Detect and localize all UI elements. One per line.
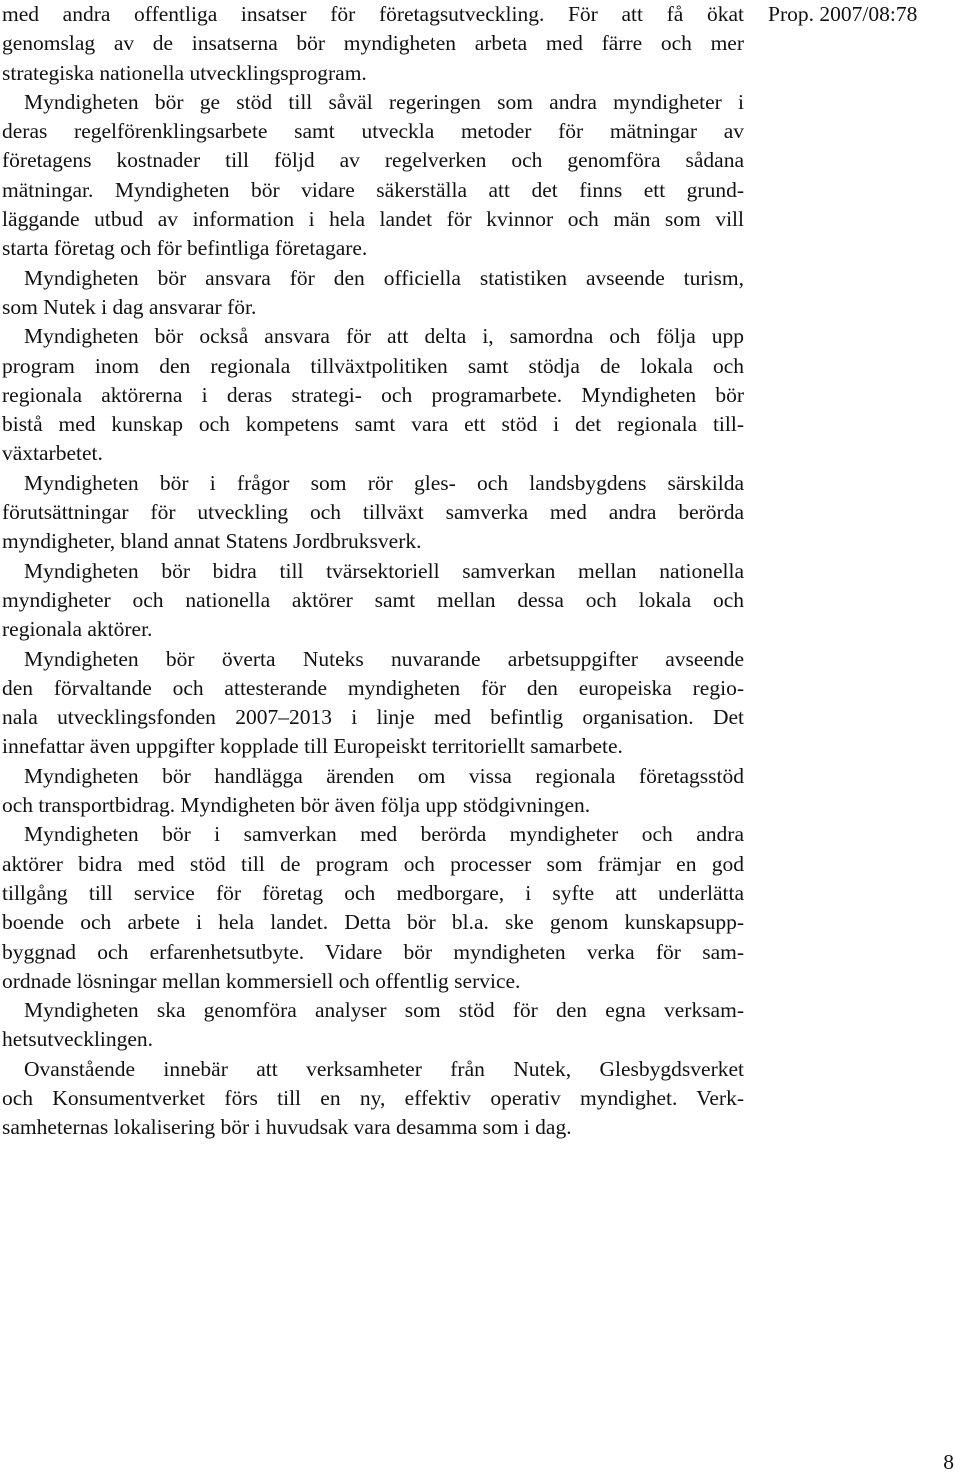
paragraph-first-line: Myndigheten bör i frågor som rör gles- och landsbygdens särskilda (24, 470, 744, 495)
paragraph-first-line: Myndigheten ska genomföra analyser som stöd för den egna verksam- (24, 998, 744, 1023)
text-line: strategiska nationella utvecklingsprogram. (2, 60, 367, 85)
text-line: nala utvecklingsfonden 2007–2013 i linje med befintlig organisation. Det (2, 705, 744, 730)
text-line: och transportbidrag. Myndigheten bör även följa upp stödgivningen. (2, 793, 591, 818)
text-line: företagens kostnader till följd av regelverken och genomföra sådana (2, 148, 744, 173)
text-line: mätningar. Myndigheten bör vidare säkerställa att det finns ett grund- (2, 177, 744, 202)
text-line: som Nutek i dag ansvarar för. (2, 294, 257, 319)
page-number: 8 (943, 1450, 954, 1474)
text-line: samheternas lokalisering bör i huvudsak vara desamma som i dag. (2, 1115, 572, 1140)
text-line: hetsutvecklingen. (2, 1027, 154, 1052)
paragraph-first-line: Myndigheten bör ge stöd till såväl regeringen som andra myndigheter i (24, 89, 744, 114)
text-line: tillgång till service för företag och medborgare, i syfte att underlätta (2, 880, 744, 905)
text-line: genomslag av de insatserna bör myndigheten arbeta med färre och mer (2, 31, 744, 56)
text-line: läggande utbud av information i hela landet för kvinnor och män som vill (2, 207, 744, 232)
text-line: boende och arbete i hela landet. Detta bör bl.a. ske genom kunskapsupp- (2, 910, 744, 935)
text-line: myndigheter, bland annat Statens Jordbruksverk. (2, 529, 422, 554)
text-line: och Konsumentverket förs till en ny, effektiv operativ myndighet. Verk- (2, 1085, 744, 1110)
text-line: byggnad och erfarenhetsutbyte. Vidare bör myndigheten verka för sam- (2, 939, 744, 964)
text-line: regionala aktörer. (2, 617, 153, 642)
text-line: den förvaltande och attesterande myndigheten för den europeiska regio- (2, 675, 744, 700)
text-line: regionala aktörerna i deras strategi- och programarbete. Myndigheten bör (2, 382, 744, 407)
body-text (2, 0, 744, 1143)
text-line: förutsättningar för utveckling och tillväxt samverka med andra berörda (2, 500, 744, 525)
text-line: ordnade lösningar mellan kommersiell och offentlig service. (2, 968, 521, 993)
text-line: program inom den regionala tillväxtpolitiken samt stödja de lokala och (2, 353, 744, 378)
paragraph-first-line: Myndigheten bör handlägga ärenden om vissa regionala företagsstöd (24, 763, 744, 788)
text-line: bistå med kunskap och kompetens samt vara ett stöd i det regionala till- (2, 412, 744, 437)
document-reference: Prop. 2007/08:78 (768, 2, 918, 26)
paragraph-first-line: Myndigheten bör ansvara för den officiella statistiken avseende turism, (24, 265, 744, 290)
paragraph-first-line: Myndigheten bör överta Nuteks nuvarande arbetsuppgifter avseende (24, 646, 744, 671)
text-line: starta företag och för befintliga företagare. (2, 236, 368, 261)
paragraph-first-line: Ovanstående innebär att verksamheter från Nutek, Glesbygdsverket (24, 1056, 744, 1081)
paragraph-first-line: Myndigheten bör också ansvara för att delta i, samordna och följa upp (24, 324, 744, 349)
paragraph-first-line: Myndigheten bör i samverkan med berörda myndigheter och andra (24, 822, 744, 847)
text-line: myndigheter och nationella aktörer samt mellan dessa och lokala och (2, 587, 744, 612)
text-line: deras regelförenklingsarbete samt utveckla metoder för mätningar av (2, 119, 744, 144)
text-line: innefattar även uppgifter kopplade till Europeiskt territoriellt samarbete. (2, 734, 623, 759)
text-line: med andra offentliga insatser för företagsutveckling. För att få ökat (2, 2, 744, 26)
paragraph-first-line: Myndigheten bör bidra till tvärsektoriell samverkan mellan nationella (24, 558, 744, 583)
text-line: växtarbetet. (2, 441, 103, 466)
text-line: aktörer bidra med stöd till de program och processer som främjar en god (2, 851, 744, 876)
